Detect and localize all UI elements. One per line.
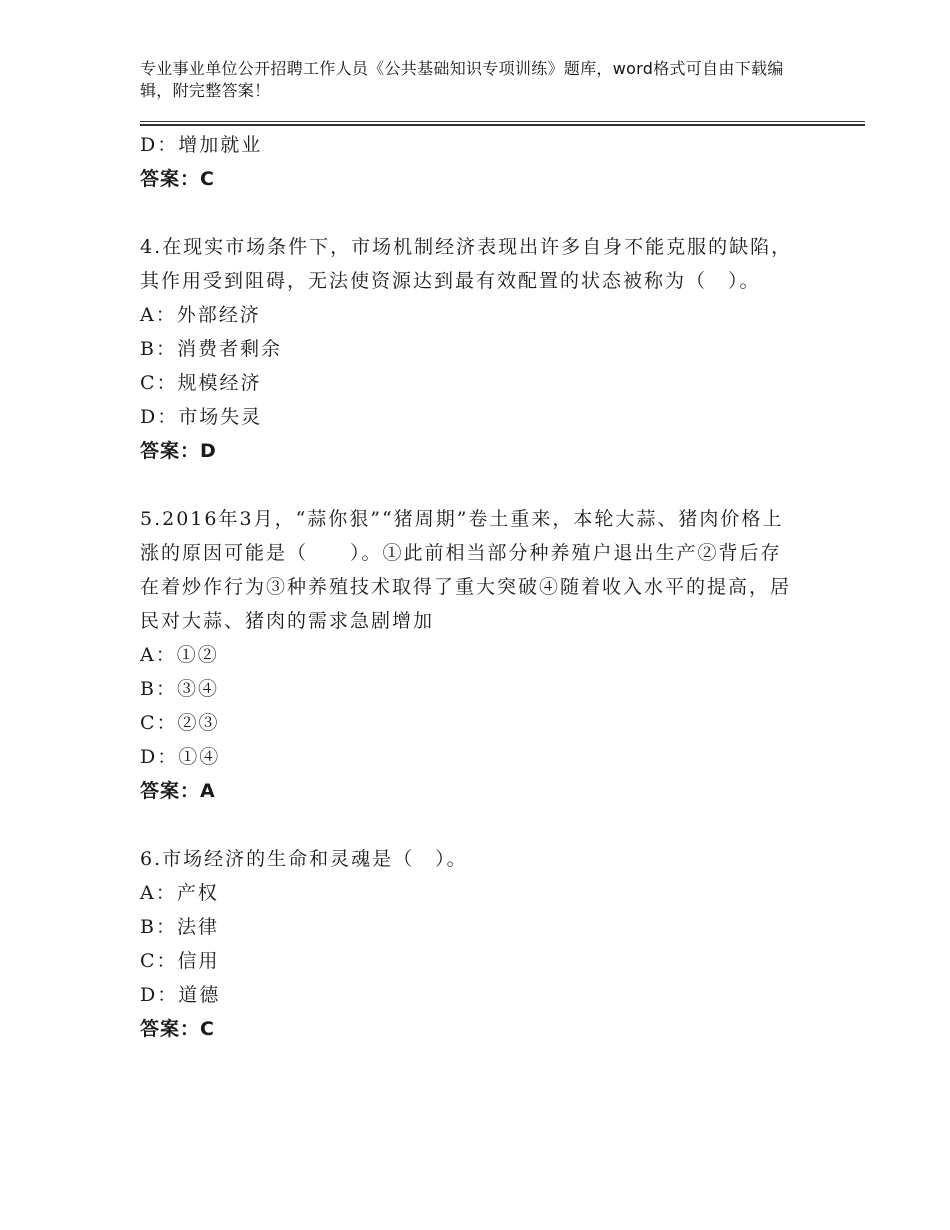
option-c: C：信用: [140, 950, 220, 972]
option-b: B：③④: [140, 678, 219, 700]
answer-line: 答案：A: [140, 780, 216, 802]
question-5: [140, 502, 810, 808]
option-b: B：法律: [140, 916, 219, 938]
option-d: D：道德: [140, 984, 221, 1006]
option-d: D：①④: [140, 746, 221, 768]
spacer: [140, 808, 810, 842]
answer-line: 答案：D: [140, 440, 217, 462]
option-a: A：外部经济: [140, 304, 261, 326]
page-header: 专业事业单位公开招聘工作人员《公共基础知识专项训练》题库，word格式可自由下载编辑，附完整答案！: [140, 59, 784, 100]
answer-line: 答案：C: [140, 1018, 215, 1040]
question-stem: 5.2016年3月，“蒜你狠”“猪周期”卷土重来，本轮大蒜、猪肉价格上涨的原因可能是（ ）。①此前相当部分种养殖户退出生产②背后存在着炒作行为③种养殖技术取得了重大突破④随着收入水平的提高，居民对大蒜、猪肉的需求急剧增加: [140, 508, 792, 632]
option-a: A：①②: [140, 644, 219, 666]
spacer: [140, 468, 810, 502]
option-d: D：增加就业: [140, 134, 263, 156]
question-stem: 6.市场经济的生命和灵魂是（ ）。: [140, 848, 468, 870]
previous-question-tail: [140, 128, 810, 196]
header-divider-thin: [140, 121, 865, 122]
option-a: A：产权: [140, 882, 219, 904]
option-b: B：消费者剩余: [140, 338, 282, 360]
question-4: [140, 230, 810, 468]
spacer: [140, 196, 810, 230]
question-6: [140, 842, 810, 1046]
question-stem: 4.在现实市场条件下，市场机制经济表现出许多自身不能克服的缺陷，其作用受到阻碍，无法使资源达到最有效配置的状态被称为（ ）。: [140, 236, 793, 292]
option-c: C：②③: [140, 712, 220, 734]
answer-line: 答案：C: [140, 168, 215, 190]
question-content: [140, 128, 810, 1046]
header-divider-thick: [140, 124, 865, 126]
option-d: D：市场失灵: [140, 406, 263, 428]
option-c: C：规模经济: [140, 372, 262, 394]
